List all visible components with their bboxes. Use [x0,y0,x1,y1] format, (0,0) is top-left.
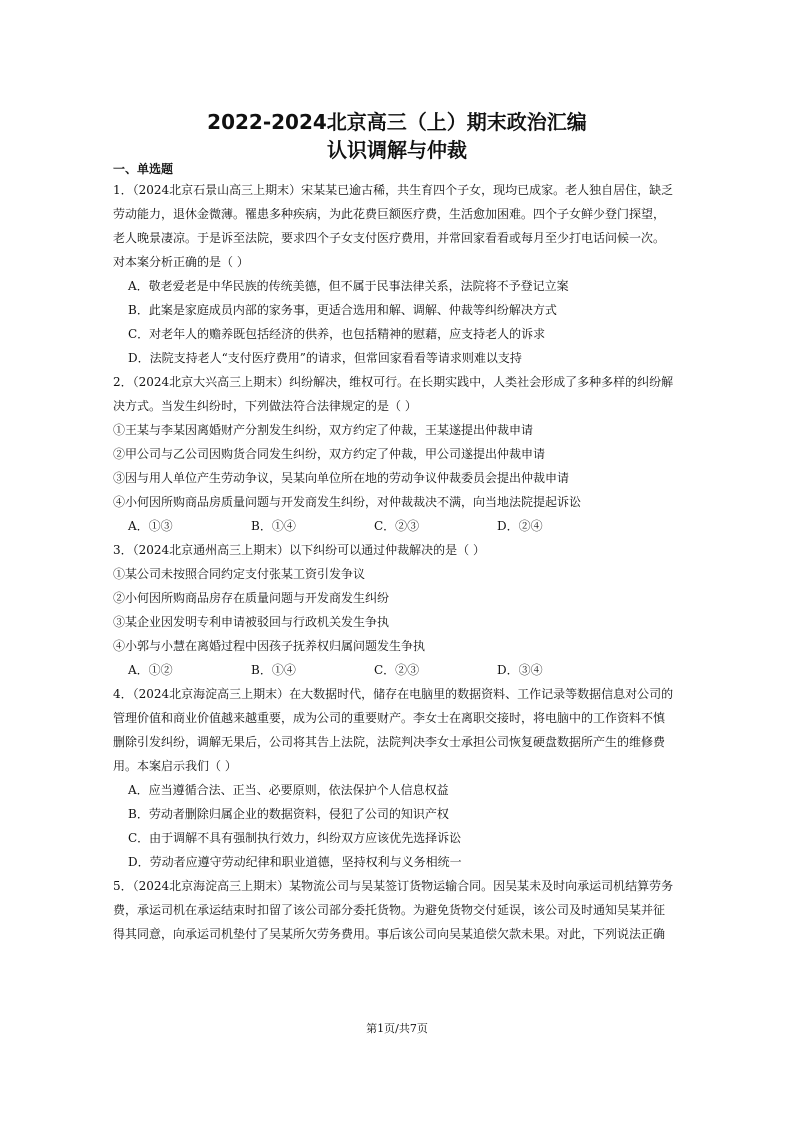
question-stem-line: 得其同意，向承运司机垫付了吴某所欠劳务费用。事后该公司向吴某追偿欠款未果。对此，下列说法正确 [113,927,666,941]
statement-2: ②甲公司与乙公司因购货合同发生纠纷，双方约定了仲裁，甲公司遂提出仲裁申请 [113,447,546,461]
page-number: 第1页/共7页 [366,1022,428,1035]
option-c: C．由于调解不具有强制执行效力，纠纷双方应该优先选择诉讼 [128,831,462,845]
question-2 [113,370,681,538]
question-stem-line: 管理价值和商业价值越来越重要，成为公司的重要财产。李女士在离职交接时，将电脑中的工作资料不慎 [113,711,666,725]
answer-choices [113,658,681,682]
doc-title: 2022-2024北京高三（上）期末政治汇编 [207,110,587,134]
option-d: D．法院支持老人“支付医疗费用”的请求，但常回家看看等请求则难以支持 [128,351,522,365]
option-a: A．应当遵循合法、正当、必要原则，依法保护个人信息权益 [128,783,449,797]
question-1 [113,178,681,370]
choice-a: A．①② [128,663,173,677]
question-stem-line: 决方式。当发生纠纷时，下列做法符合法律规定的是（ ） [113,399,417,413]
question-stem-line: 劳动能力，退休金微薄。罹患多种疾病，为此花费巨额医疗费，生活愈加困难。四个子女鲜少登门探望， [113,207,666,221]
option-b: B．此案是家庭成员内部的家务事，更适合选用和解、调解、仲裁等纠纷解决方式 [128,303,557,317]
choice-a: A．①③ [128,519,173,533]
question-stem-line: 费，承运司机在承运结束时扣留了该公司部分委托货物。为避免货物交付延误，该公司及时通知吴某并征 [113,903,666,917]
choice-d: D．③④ [497,663,543,677]
content-body [113,160,681,946]
question-stem-line: 用。本案启示我们（ ） [113,759,237,773]
question-stem-line: 老人晚景凄凉。于是诉至法院，要求四个子女支付医疗费用，并常回家看看或每月至少打电话问候一次。 [113,231,666,245]
statement-3: ③某企业因发明专利申请被驳回与行政机关发生争执 [113,615,390,629]
statement-4: ④小何因所购商品房质量问题与开发商发生纠纷，对仲裁裁决不满，向当地法院提起诉讼 [113,495,582,509]
statement-4: ④小郭与小慧在离婚过程中因孩子抚养权归属问题发生争执 [113,639,426,653]
choice-c: C．②③ [374,663,420,677]
choice-d: D．②④ [497,519,543,533]
section-heading: 一、单选题 [113,162,174,176]
choice-c: C．②③ [374,519,420,533]
question-stem-line: 1．（2024北京石景山高三上期末）宋某某已逾古稀，共生育四个子女，现均已成家。老人独自居住，缺乏 [113,183,674,197]
statement-1: ①某公司未按照合同约定支付张某工资引发争议 [113,567,366,581]
choice-b: B．①④ [251,519,296,533]
question-stem-line: 2．（2024北京大兴高三上期末）纠纷解决，维权可行。在长期实践中，人类社会形成了多种多样的纠纷解 [113,375,674,389]
question-stem-line: 5．（2024北京海淀高三上期末）某物流公司与吴某签订货物运输合同。因吴某未及时向承运司机结算劳务 [113,879,674,893]
question-stem-line: 删除引发纠纷，调解无果后，公司将其告上法院，法院判决李女士承担公司恢复硬盘数据所产生的维修费 [113,735,666,749]
statement-3: ③因与用人单位产生劳动争议，吴某向单位所在地的劳动争议仲裁委员会提出仲裁申请 [113,471,570,485]
question-4 [113,682,681,874]
answer-choices [113,514,681,538]
option-a: A．敬老爱老是中华民族的传统美德，但不属于民事法律关系，法院将不予登记立案 [128,279,569,293]
question-5 [113,874,681,946]
question-3 [113,538,681,682]
statement-1: ①王某与李某因离婚财产分割发生纠纷，双方约定了仲裁，王某遂提出仲裁申请 [113,423,534,437]
doc-subtitle: 认识调解与仲裁 [327,138,467,162]
question-stem-line: 4．（2024北京海淀高三上期末）在大数据时代，储存在电脑里的数据资料、工作记录等数据信息对公司的 [113,687,674,701]
statement-2: ②小何因所购商品房存在质量问题与开发商发生纠纷 [113,591,390,605]
choice-b: B．①④ [251,663,296,677]
question-stem-line: 3．（2024北京通州高三上期末）以下纠纷可以通过仲裁解决的是（ ） [113,543,485,557]
question-stem-line: 对本案分析正确的是（ ） [113,255,249,269]
option-b: B．劳动者删除归属企业的数据资料，侵犯了公司的知识产权 [128,807,449,821]
option-d: D．劳动者应遵守劳动纪律和职业道德，坚持权利与义务相统一 [128,855,462,869]
option-c: C．对老年人的赡养既包括经济的供养，也包括精神的慰藉，应支持老人的诉求 [128,327,546,341]
